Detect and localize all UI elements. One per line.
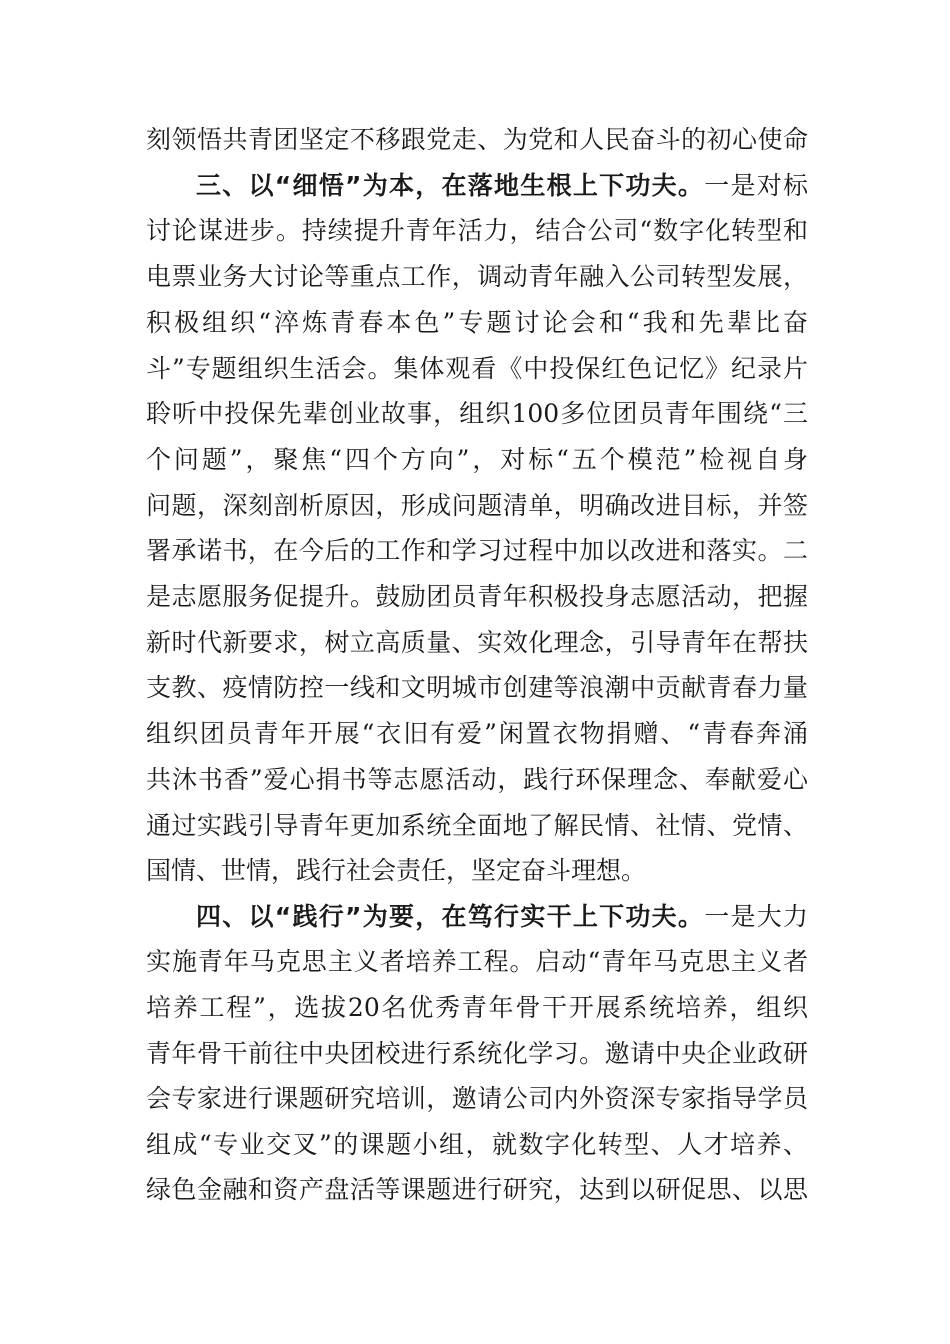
section-heading-line: [196, 168, 808, 204]
text-span: 一是对标: [704, 171, 808, 200]
text-span: 一是大力: [704, 902, 808, 931]
text-line: 聆听中投保先辈创业故事，组织100多位团员青年围绕“三: [146, 399, 808, 428]
text-line: 新时代新要求，树立高质量、实效化理念，引导青年在帮扶: [146, 628, 808, 657]
text-line: 问题，深刻剖析原因，形成问题清单，明确改进目标，并签: [146, 491, 808, 520]
text-line: 组成“专业交叉”的课题小组，就数字化转型、人才培养、: [146, 1130, 808, 1159]
text-line: 署承诺书，在今后的工作和学习过程中加以改进和落实。二: [146, 536, 808, 565]
text-line: 刻领悟共青团坚定不移跟党走、为党和人民奋斗的初心使命: [146, 125, 808, 154]
text-line: 电票业务大讨论等重点工作，调动青年融入公司转型发展，: [146, 262, 808, 291]
text-line: 会专家进行课题研究培训，邀请公司内外资深专家指导学员: [146, 1084, 808, 1113]
text-line: 绿色金融和资产盘活等课题进行研究，达到以研促思、以思: [146, 1175, 808, 1204]
text-line: 共沐书香”爱心捐书等志愿活动，践行环保理念、奉献爱心: [146, 765, 808, 794]
section-heading: 四、以“践行”为要，在笃行实干上下功夫。: [196, 902, 705, 931]
text-line: 实施青年马克思主义者培养工程。启动“青年马克思主义者: [146, 947, 808, 976]
section-heading-line: [196, 899, 808, 935]
text-line: 个问题”，聚焦“四个方向”，对标“五个模范”检视自身: [146, 445, 808, 474]
text-line: 培养工程”，选拔20名优秀青年骨干开展系统培养，组织: [146, 993, 808, 1022]
text-line: 斗”专题组织生活会。集体观看《中投保红色记忆》纪录片: [146, 354, 808, 383]
text-line: 青年骨干前往中央团校进行系统化学习。邀请中央企业政研: [146, 1039, 808, 1068]
text-line: 通过实践引导青年更加系统全面地了解民情、社情、党情、: [146, 811, 808, 840]
text-line: 组织团员青年开展“衣旧有爱”闲置衣物捐赠、“青春奔涌: [146, 719, 808, 748]
text-line: 支教、疫情防控一线和文明城市创建等浪潮中贡献青春力量: [146, 673, 808, 702]
text-line: 是志愿服务促提升。鼓励团员青年积极投身志愿活动，把握: [146, 582, 808, 611]
text-line: 讨论谋进步。持续提升青年活力，结合公司“数字化转型和: [146, 216, 808, 245]
text-line: 积极组织“淬炼青春本色”专题讨论会和“我和先辈比奋: [146, 308, 808, 337]
text-line: 国情、世情，践行社会责任，坚定奋斗理想。: [146, 856, 647, 885]
section-heading: 三、以“细悟”为本，在落地生根上下功夫。: [196, 171, 705, 200]
